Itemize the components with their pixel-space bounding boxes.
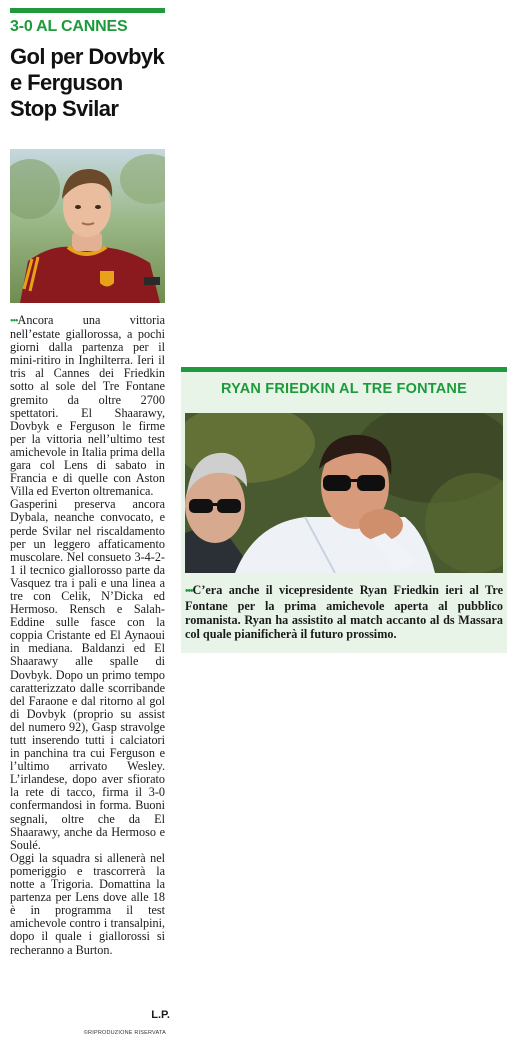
- headline-line: Stop Svilar: [10, 96, 119, 121]
- article-headline: [10, 44, 175, 122]
- article-paragraph: Gasperini preserva ancora Dybala, neanche convocato, e perde Svilar nel riscaldamento per un leggero affaticamento muscolare. Nel consueto 3-4-2-1 il tecnico giallorosso parte da Vasquez tra i pali e una linea a tre con Celik, N’Dicka ed Hermoso. Rensch e Salah-Eddine sulle fasce con la coppia Cristante ed El Aynaoui in mediana. Baldanzi ed El Shaarawy alle spalle di Dovbyk. Dopo un primo tempo caratterizzato dalle scorribande del Faraone e dal ritorno al gol di Dovbyk (proprio su assist del numero 92), Gasp stravolge tutt inserendo tutti i calciatori in panchina tra cui Ferguson e l’ultimo arrivato Wesley. L’irlandese, dopo aver sfiorato la rete di tacco, firma il 3-0 confermandosi in forma. Buoni segnali, oltre che da El Shaarawy, anche da Hermoso e Soulé.: [10, 497, 165, 852]
- spectators-illustration: [185, 413, 503, 573]
- article-paragraph: Oggi la squadra si allenerà nel pomeriggio e trascorrerà la notte a Trigoria. Domattina la partenza per Lens dove alle 18 è in programma il test amichevole contro i transalpini, dopo il quale i giallorossi si recheranno a Burton.: [10, 850, 165, 957]
- headline-line: Gol per Dovbyk: [10, 44, 165, 69]
- player-illustration: [10, 149, 165, 303]
- copyright-notice: ©RIPRODUZIONE RISERVATA: [83, 1030, 166, 1036]
- friedkin-photo: [185, 413, 503, 573]
- headline-line: e Ferguson: [10, 70, 123, 95]
- box-title: RYAN FRIEDKIN AL TRE FONTANE: [221, 381, 467, 397]
- sidebar-box: [181, 367, 507, 653]
- box-caption: ••• C’era anche il vicepresidente Ryan Friedkin ieri al Tre Fontane per la prima amichevole aperta al pubblico romanista. Ryan ha assistito al match accanto al ds Massara col quale pianificherà il futuro prossimo.: [185, 583, 503, 641]
- author-signature: L.P.: [151, 1009, 170, 1021]
- article-kicker: 3-0 AL CANNES: [10, 18, 128, 35]
- box-rule: [181, 367, 507, 372]
- kicker-rule: [10, 8, 165, 13]
- player-photo: [10, 149, 165, 303]
- roma-crest-icon: [100, 271, 114, 287]
- article-paragraph: ••• Ancora una vittoria nell’estate giallorossa, a pochi giorni dalla partenza per il mini-ritiro in Inghilterra. Ieri il tris al Cannes dei Friedkin sotto al sole del Tre Fontane gremito da oltre 2700 spettatori. El Shaarawy, Dovbyk e Ferguson le firme per la vittoria nell’ultimo test amichevole in Italia prima della gara col Lens di sabato in Francia e di quelle con Aston Villa ed Everton oltremanica.: [10, 314, 165, 498]
- article-body: [10, 314, 165, 957]
